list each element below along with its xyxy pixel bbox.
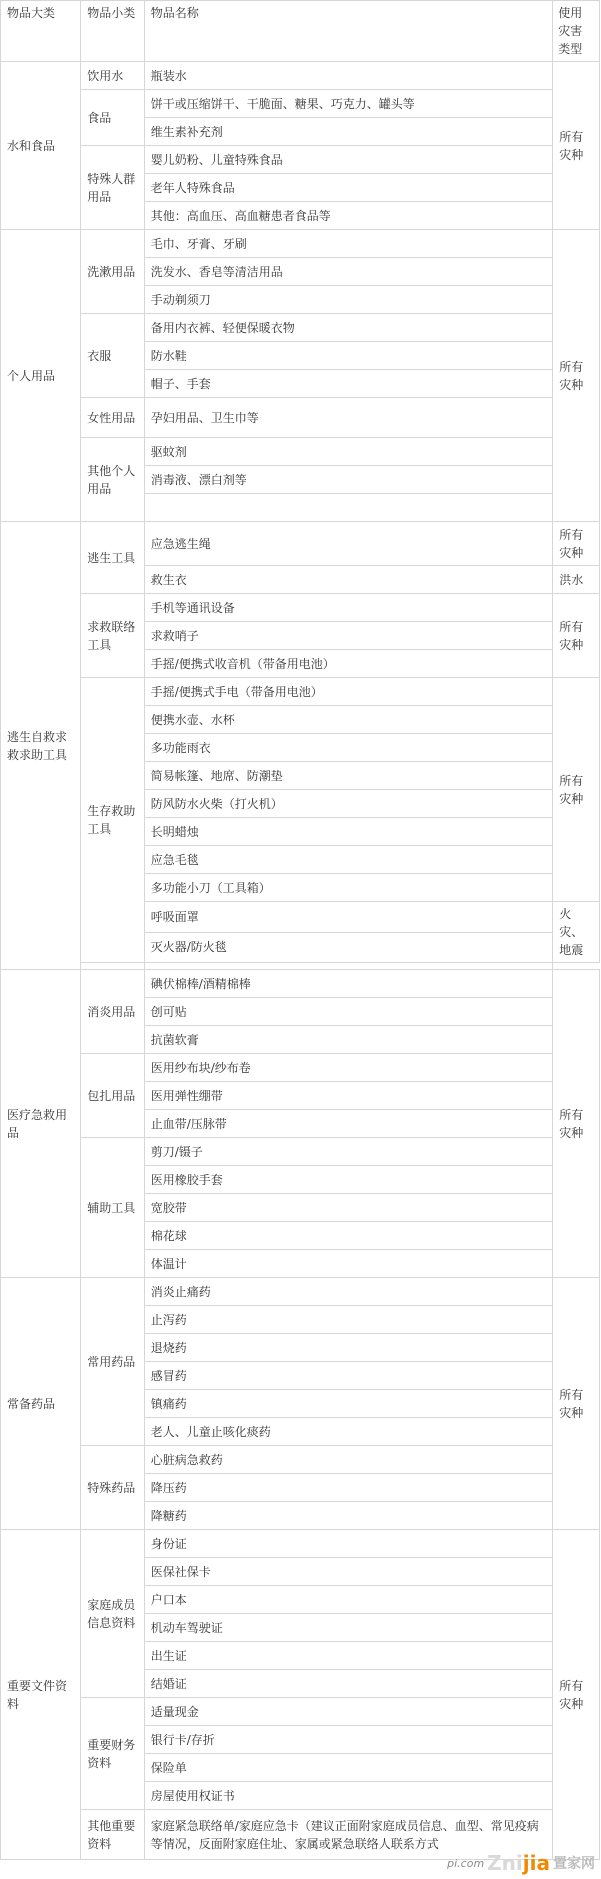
table-row xyxy=(1,1054,600,1082)
table-cell: 防风防水火柴（打火机） xyxy=(144,790,553,818)
table-cell: 简易帐篷、地席、防潮垫 xyxy=(144,762,553,790)
table-cell: 应急逃生绳 xyxy=(144,522,553,566)
table-cell: 维生素补充剂 xyxy=(144,118,553,146)
watermark-cn: 置家网 xyxy=(553,1856,595,1872)
table-cell: 婴儿奶粉、儿童特殊食品 xyxy=(144,146,553,174)
table-cell: 止泻药 xyxy=(144,1306,553,1334)
table-cell: 生存救助 工具 xyxy=(81,678,144,963)
table-row xyxy=(1,230,600,258)
table-cell: 求救哨子 xyxy=(144,622,553,650)
table-cell: 所有灾种 xyxy=(553,678,600,902)
table-cell: 孕妇用品、卫生巾等 xyxy=(144,398,553,438)
table-cell: 体温计 xyxy=(144,1250,553,1278)
header-category: 物品大类 xyxy=(1,1,81,62)
table-cell: 户口本 xyxy=(144,1586,553,1614)
table-cell xyxy=(144,963,553,970)
table-row xyxy=(1,678,600,706)
table-row xyxy=(1,522,600,566)
table-cell: 医用橡胶手套 xyxy=(144,1166,553,1194)
table-cell: 重要财务 资料 xyxy=(81,1698,144,1810)
table-cell: 饼干或压缩饼干、干脆面、糖果、巧克力、罐头等 xyxy=(144,90,553,118)
table-cell: 应急毛毯 xyxy=(144,846,553,874)
table-cell: 所有灾种 xyxy=(553,522,600,566)
site-watermark xyxy=(447,1851,595,1875)
table-cell: 降糖药 xyxy=(144,1502,553,1530)
table-cell: 感冒药 xyxy=(144,1362,553,1390)
table-cell: 医保社保卡 xyxy=(144,1558,553,1586)
table-cell: 医用弹性绷带 xyxy=(144,1082,553,1110)
table-cell: 水和食品 xyxy=(1,62,81,230)
table-cell: 保险单 xyxy=(144,1754,553,1782)
table-cell: 宽胶带 xyxy=(144,1194,553,1222)
table-cell: 机动车驾驶证 xyxy=(144,1614,553,1642)
table-cell: 所有灾种 xyxy=(553,970,600,1278)
table-row xyxy=(1,1698,600,1726)
table-body xyxy=(1,62,600,1860)
table-cell: 呼吸面罩 xyxy=(144,902,553,933)
table-cell: 衣服 xyxy=(81,314,144,398)
table-cell: 洗漱用品 xyxy=(81,230,144,314)
table-cell: 包扎用品 xyxy=(81,1054,144,1138)
table-cell: 手动剃须刀 xyxy=(144,286,553,314)
table-cell: 多功能雨衣 xyxy=(144,734,553,762)
table-cell: 房屋使用权证书 xyxy=(144,1782,553,1810)
table-cell: 手摇/便携式收音机（带备用电池） xyxy=(144,650,553,678)
table-cell: 所有灾种 xyxy=(553,594,600,678)
table-cell: 医疗急救用品 xyxy=(1,970,81,1278)
table-cell: 常备药品 xyxy=(1,1278,81,1530)
table-row xyxy=(1,90,600,118)
table-cell: 抗菌软膏 xyxy=(144,1026,553,1054)
table-cell: 逃生工具 xyxy=(81,522,144,594)
table-cell: 洪水 xyxy=(553,566,600,594)
table-cell: 求救联络 工具 xyxy=(81,594,144,678)
table-cell: 老人、儿童止咳化痰药 xyxy=(144,1418,553,1446)
table-cell: 长明蜡烛 xyxy=(144,818,553,846)
table-cell: 棉花球 xyxy=(144,1222,553,1250)
table-cell: 镇痛药 xyxy=(144,1390,553,1418)
table-cell: 老年人特殊食品 xyxy=(144,174,553,202)
table-row xyxy=(1,1446,600,1474)
table-cell: 灭火器/防火毯 xyxy=(144,932,553,963)
header-disaster-type: 使用灾害类型 xyxy=(553,1,600,62)
table-row xyxy=(1,314,600,342)
table-cell: 常用药品 xyxy=(81,1278,144,1446)
table-header-row xyxy=(1,1,600,62)
table-cell: 消炎用品 xyxy=(81,970,144,1054)
table-row xyxy=(1,62,600,90)
table-cell: 所有灾种 xyxy=(553,230,600,522)
table-cell: 火灾、地震 xyxy=(553,902,600,963)
table-cell: 多功能小刀（工具箱） xyxy=(144,874,553,902)
table-cell: 逃生自救求救求助工具 xyxy=(1,522,81,970)
table-cell xyxy=(144,494,553,522)
table-cell: 手机等通讯设备 xyxy=(144,594,553,622)
table-cell: 其他重要 资料 xyxy=(81,1810,144,1860)
table-cell: 消毒液、漂白剂等 xyxy=(144,466,553,494)
table-cell: 饮用水 xyxy=(81,62,144,90)
table-cell: 所有灾种 xyxy=(553,1530,600,1860)
table-cell: 其他个人 用品 xyxy=(81,438,144,522)
header-subcategory: 物品小类 xyxy=(81,1,144,62)
table-cell: 家庭成员信息资料 xyxy=(81,1530,144,1698)
table-cell: 结婚证 xyxy=(144,1670,553,1698)
table-cell: 创可贴 xyxy=(144,998,553,1026)
table-cell: 消炎止痛药 xyxy=(144,1278,553,1306)
table-cell: 特殊药品 xyxy=(81,1446,144,1530)
table-cell: 驱蚊剂 xyxy=(144,438,553,466)
table-row xyxy=(1,1278,600,1306)
table-row xyxy=(1,438,600,466)
table-cell: 防水鞋 xyxy=(144,342,553,370)
table-cell: 瓶装水 xyxy=(144,62,553,90)
table-cell: 心脏病急救药 xyxy=(144,1446,553,1474)
watermark-sub: pi.com xyxy=(447,1856,485,1870)
table-cell: 辅助工具 xyxy=(81,1138,144,1278)
table-row xyxy=(1,398,600,438)
table-cell: 医用纱布块/纱布卷 xyxy=(144,1054,553,1082)
table-cell: 身份证 xyxy=(144,1530,553,1558)
table-row xyxy=(1,594,600,622)
table-cell: 手摇/便携式手电（带备用电池） xyxy=(144,678,553,706)
table-cell: 出生证 xyxy=(144,1642,553,1670)
table-cell: 毛巾、牙膏、牙刷 xyxy=(144,230,553,258)
table-cell: 止血带/压脉带 xyxy=(144,1110,553,1138)
table-cell: 个人用品 xyxy=(1,230,81,522)
table-cell: 便携水壶、水杯 xyxy=(144,706,553,734)
table-cell: 食品 xyxy=(81,90,144,146)
table-cell: 帽子、手套 xyxy=(144,370,553,398)
table-cell: 适量现金 xyxy=(144,1698,553,1726)
table-cell: 女性用品 xyxy=(81,398,144,438)
watermark-logo: Znijia xyxy=(487,1851,550,1875)
table-cell: 剪刀/镊子 xyxy=(144,1138,553,1166)
table-cell: 所有灾种 xyxy=(553,1278,600,1530)
table-cell: 家庭紧急联络单/家庭应急卡（建议正面附家庭成员信息、血型、常见疫病等情况，反面附家庭住址、家属或紧急联络人联系方式 xyxy=(144,1810,553,1860)
table-cell: 降压药 xyxy=(144,1474,553,1502)
table-cell: 其他：高血压、高血糖患者食品等 xyxy=(144,202,553,230)
table-cell: 救生衣 xyxy=(144,566,553,594)
table-cell: 银行卡/存折 xyxy=(144,1726,553,1754)
table-cell: 备用内衣裤、轻便保暖衣物 xyxy=(144,314,553,342)
table-row xyxy=(1,1138,600,1166)
table-row xyxy=(1,970,600,998)
table-cell: 特殊人群 用品 xyxy=(81,146,144,230)
table-cell: 退烧药 xyxy=(144,1334,553,1362)
table-cell: 洗发水、香皂等清洁用品 xyxy=(144,258,553,286)
table-row xyxy=(1,963,600,970)
table-cell: 重要文件资料 xyxy=(1,1530,81,1860)
table-row xyxy=(1,146,600,174)
table-cell: 碘伏棉棒/酒精棉棒 xyxy=(144,970,553,998)
table-row xyxy=(1,1530,600,1558)
table-cell xyxy=(81,963,144,970)
header-item-name: 物品名称 xyxy=(144,1,553,62)
table-cell: 所有灾种 xyxy=(553,62,600,230)
